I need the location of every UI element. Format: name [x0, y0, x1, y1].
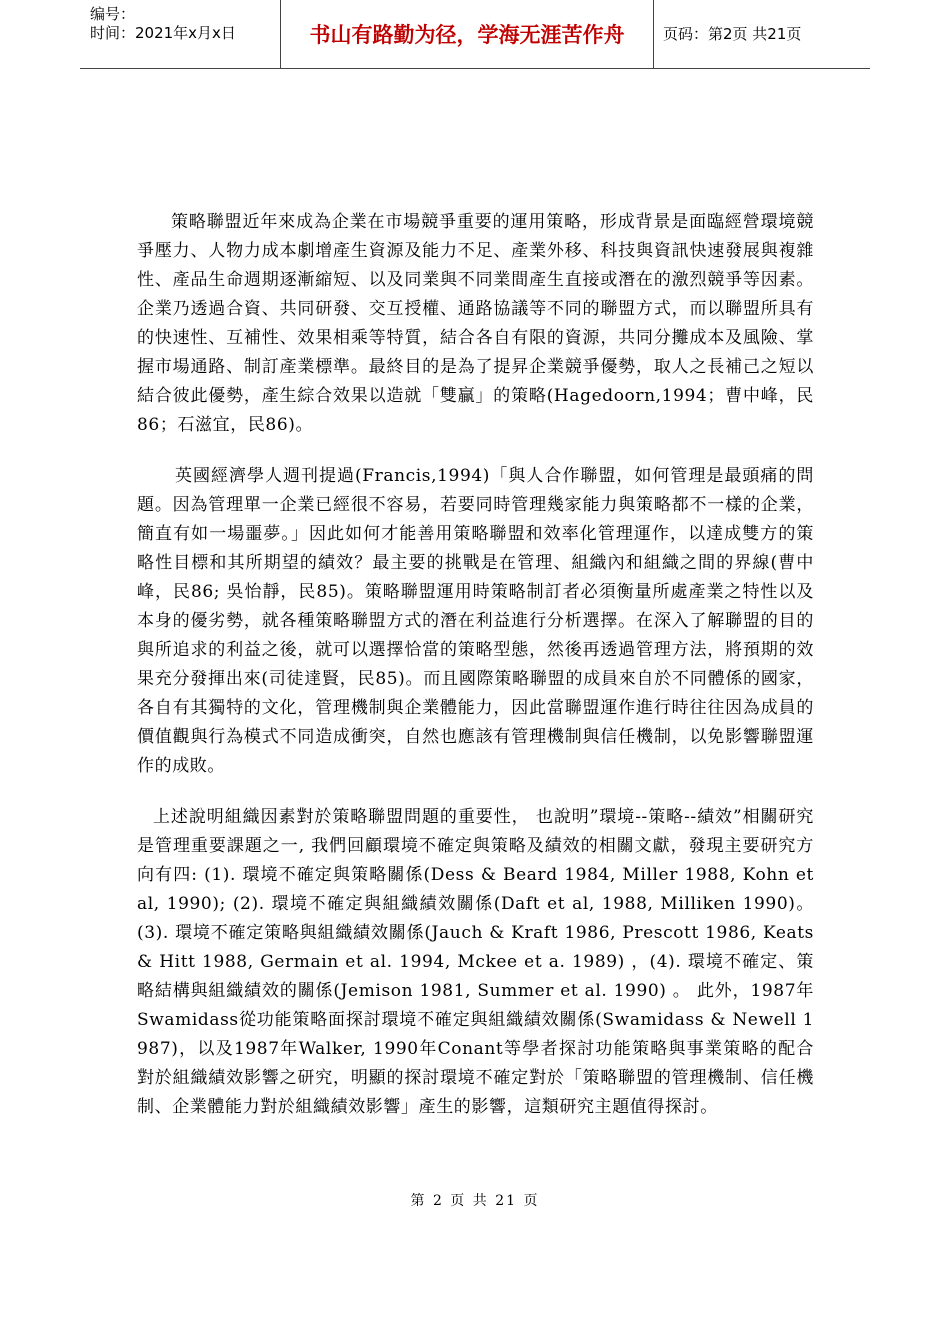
time-label: 时间：2021年x月x日 — [90, 24, 236, 42]
page-footer: 第 2 页 共 21 页 — [410, 1193, 540, 1209]
header-motto-cell — [280, 0, 654, 68]
paragraph-strategic-alliance-background: 策略聯盟近年來成為企業在市場競爭重要的運用策略，形成背景是面臨經營環境競爭壓力、人物力成本劇增產生資源及能力不足、產業外移、科技與資訊快速發展與複雜性、產品生命週期逐漸縮短、以及同業與不同業間產生直接或潛在的激烈競爭等因素。企業乃透過合資、共同研發、交互授權、通路協議等不同的聯盟方式，而以聯盟所具有的快速性、互補性、效果相乘等特質，結合各自有限的資源，共同分攤成本及風險、掌握市場通路、制訂產業標準。最終目的是為了提昇企業競爭優勢，取人之長補己之短以結合彼此優勢，產生綜合效果以造就「雙贏」的策略(Hagedoorn,1994；曹中峰，民86；石滋宜，民86)。 — [137, 212, 814, 435]
paragraph-alliance-management: 英國經濟學人週刊提過(Francis,1994)「與人合作聯盟，如何管理是最頭痛的問題。因為管理單一企業已經很不容易，若要同時管理幾家能力與策略都不一樣的企業，簡直有如一場噩夢。」因此如何才能善用策略聯盟和效率化管理運作，以達成雙方的策略性目標和其所期望的績效？最主要的挑戰是在管理、組織內和組織之間的界線(曹中峰，民86; 吳怡靜，民85)。策略聯盟運用時策略制訂者必須衡量所處產業之特性以及本身的優劣勢，就各種策略聯盟方式的潛在利益進行分析選擇。在深入了解聯盟的目的與所追求的利益之後，就可以選擇恰當的策略型態，然後再透過管理方法，將預期的效果充分發揮出來(司徒達賢，民85)。而且國際策略聯盟的成員來自於不同體係的國家，各自有其獨特的文化，管理機制與企業體能力，因此當聯盟運作進行時往往因為成員的價值觀與行為模式不同造成衝突，自然也應該有管理機制與信任機制，以免影響聯盟運作的成敗。 — [137, 466, 814, 776]
header-meta-cell — [80, 0, 280, 68]
page-info: 页码：第2页 共21页 — [663, 25, 802, 43]
page-header — [80, 0, 870, 69]
number-label: 编号： — [90, 5, 136, 23]
header-page-cell — [653, 0, 870, 68]
paragraph-literature-review: 上述說明組織因素對於策略聯盟問題的重要性， 也說明”環境--策略--績效”相關研究是管理重要課題之一, 我們回顧環境不確定與策略及績效的相關文獻，發現主要研究方向有四: (1). 環境不確定與策略關係(Dess & Beard 1984, Miller 1988, Kohn et al, 1990); (2). 環境不確定與組織績效關係(Daft et al, 1988, Milliken 1990)。(3). 環境不確定策略與組織績效關係(Jauch & Kraft 1986, Prescott 1986, Keats & Hitt 1988, Germain et al. 1994, Mckee et a. 1989) ，(4). 環境不確定、策略結構與組織績效的關係(Jemison 1981, Summer et al. 1990) 。 此外，1987年Swamidass從功能策略面探討環境不確定與組織績效關係(Swamidass & Newell 1987)，以及1987年Walker, 1990年Conant等學者探討功能策略與事業策略的配合對於組織績效影響之研究，明顯的探討環境不確定對於「策略聯盟的管理機制、信任機制、企業體能力對於組織績效影響」產生的影響，這類研究主題值得探討。 — [137, 807, 814, 1117]
motto-text: 书山有路勤为径，学海无涯苦作舟 — [309, 23, 625, 47]
document-body — [137, 208, 814, 1122]
